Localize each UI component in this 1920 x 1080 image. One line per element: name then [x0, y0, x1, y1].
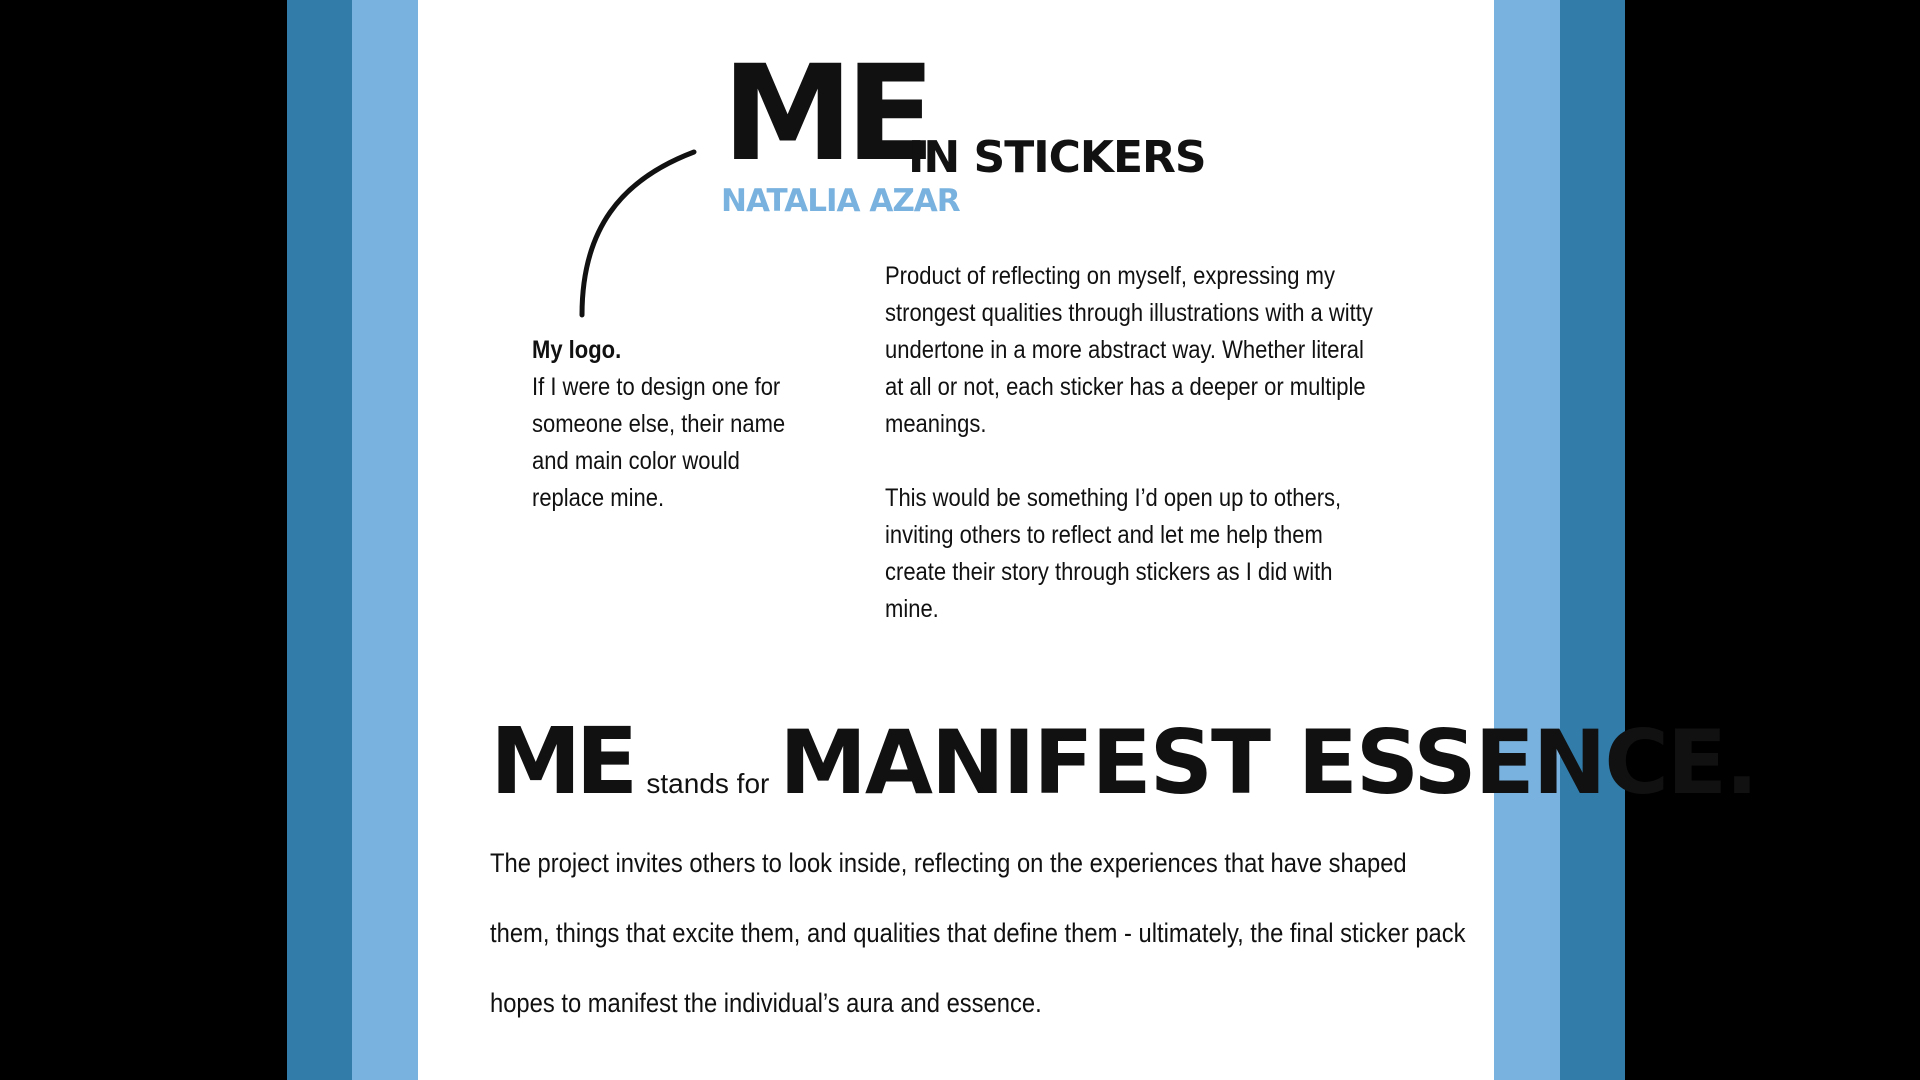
author-name: NATALIA AZAR: [721, 183, 960, 219]
right-inner-stripe: [1494, 0, 1560, 1080]
tagline-me: ME: [490, 708, 633, 815]
logo-me-wordmark: ME: [722, 37, 928, 191]
description-paragraph-1: Product of reflecting on myself, expressing my strongest qualities through illustrations with a witty undertone in a more abstract way. Whether literal at all or not, each sticker has a deeper or multiple meanings.: [885, 262, 1373, 438]
summary-paragraph: The project invites others to look inside, reflecting on the experiences that have shaped them, things that excite them, and qualities that define them - ultimately, the final sticker pack hopes to manifest the individual’s aura and essence.: [490, 848, 1466, 1018]
tagline-heading: [490, 708, 1757, 815]
logo-subtitle: IN STICKERS: [908, 132, 1206, 183]
right-outer-stripe: [1560, 0, 1625, 1080]
left-outer-stripe: [287, 0, 352, 1080]
logo-note-body: If I were to design one for someone else, their name and main color would replace mine.: [532, 373, 786, 512]
description-paragraph-2: This would be something I’d open up to others, inviting others to reflect and let me help them create their story through stickers as I did with mine.: [885, 484, 1342, 623]
left-inner-stripe: [352, 0, 418, 1080]
tagline-meaning: MANIFEST ESSENCE.: [779, 711, 1757, 814]
tagline-stands-for: stands for: [646, 768, 770, 799]
logo-note-heading: My logo.: [532, 336, 622, 364]
pointer-arc: [560, 140, 710, 325]
